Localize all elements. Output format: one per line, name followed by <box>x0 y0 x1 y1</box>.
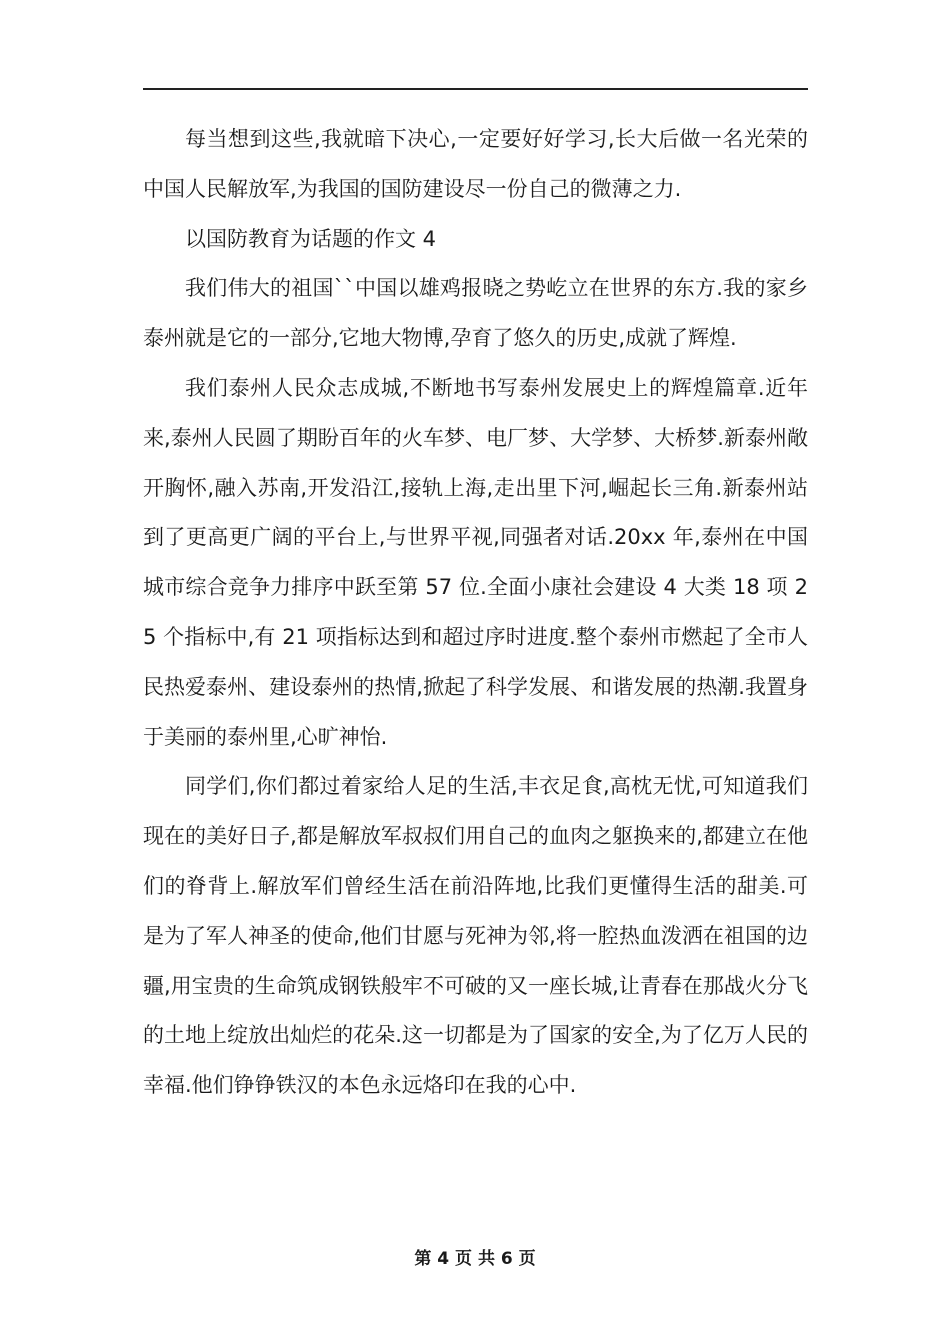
page-number-footer: 第 4 页 共 6 页 <box>414 1249 536 1269</box>
paragraph-taizhou: 我们泰州人民众志成城,不断地书写泰州发展史上的辉煌篇章.近年来,泰州人民圆了期盼百年的火车梦、电厂梦、大学梦、大桥梦.新泰州敞开胸怀,融入苏南,开发沿江,接轨上海,走出里下河,崛起长三角.新泰州站到了更高更广阔的平台上,与世界平视,同强者对话.20xx 年,泰州在中国城市综合竞争力排序中跃至第 57 位.全面小康社会建设 4 大类 18 项 25 个指标中,有 21 项指标达到和超过序时进度.整个泰州市燃起了全市人民热爱泰州、建设泰州的热情,掀起了科学发展、和谐发展的热潮.我置身于美丽的泰州里,心旷神怡. <box>143 375 808 749</box>
paragraph-soldiers: 同学们,你们都过着家给人足的生活,丰衣足食,高枕无忧,可知道我们现在的美好日子,都是解放军叔叔们用自己的血肉之躯换来的,都建立在他们的脊背上.解放军们曾经生活在前沿阵地,比我们更懂得生活的甜美.可是为了军人神圣的使命,他们甘愿与死神为邻,将一腔热血泼洒在祖国的边疆,用宝贵的生命筑成钢铁般牢不可破的又一座长城,让青春在那战火分飞的土地上绽放出灿烂的花朵.这一切都是为了国家的安全,为了亿万人民的幸福.他们铮铮铁汉的本色永远烙印在我的心中. <box>143 774 808 1098</box>
paragraph-resolve: 每当想到这些,我就暗下决心,一定要好好学习,长大后做一名光荣的中国人民解放军,为我国的国防建设尽一份自己的微薄之力. <box>143 127 808 201</box>
header-rule <box>143 88 808 90</box>
paragraph-motherland: 我们伟大的祖国``中国以雄鸡报晓之势屹立在世界的东方.我的家乡泰州就是它的一部分,它地大物博,孕育了悠久的历史,成就了辉煌. <box>143 276 808 351</box>
document-body <box>143 115 808 1111</box>
essay-heading: 以国防教育为话题的作文 4 <box>185 226 437 251</box>
